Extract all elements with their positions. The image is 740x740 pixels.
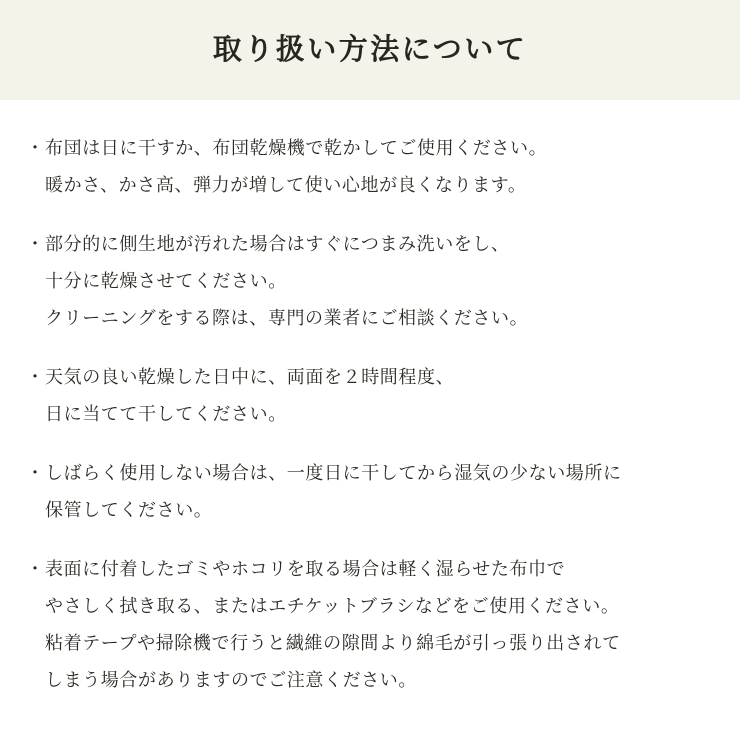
list-item-text	[45, 130, 714, 204]
instructions-list	[0, 100, 740, 699]
list-item	[26, 551, 714, 699]
text-line: 日に当てて干してください。	[45, 404, 287, 424]
list-item	[26, 226, 714, 337]
list-item	[26, 359, 714, 433]
text-line: しばらく使用しない場合は、一度日に干してから湿気の少ない場所に	[45, 463, 622, 483]
bullet-icon: ・	[26, 138, 44, 158]
bullet-icon: ・	[26, 559, 44, 579]
bullet-icon: ・	[26, 234, 44, 254]
page-header	[0, 0, 740, 100]
page-title: 取り扱い方法について	[212, 33, 528, 66]
list-item	[26, 130, 714, 204]
text-line: 布団は日に干すか、布団乾燥機で乾かしてご使用ください。	[45, 138, 548, 158]
text-line: 暖かさ、かさ高、弾力が増して使い心地が良くなります。	[45, 175, 527, 195]
text-line: 十分に乾燥させてください。	[45, 271, 287, 291]
list-item-text	[45, 226, 714, 337]
bullet-icon: ・	[26, 367, 44, 387]
text-line: クリーニングをする際は、専門の業者にご相談ください。	[45, 308, 529, 328]
text-line: 部分的に側生地が汚れた場合はすぐにつまみ洗いをし、	[45, 234, 510, 254]
text-line: やさしく拭き取る、またはエチケットブラシなどをご使用ください。	[45, 596, 620, 616]
text-line: しまう場合がありますのでご注意ください。	[45, 670, 417, 690]
bullet-icon: ・	[26, 463, 44, 483]
text-line: 保管してください。	[45, 500, 213, 520]
text-line: 天気の良い乾燥した日中に、両面を２時間程度、	[45, 367, 455, 387]
list-item-text	[45, 551, 714, 699]
list-item-text	[45, 359, 714, 433]
text-line: 粘着テープや掃除機で行うと繊維の隙間より綿毛が引っ張り出されて	[45, 633, 621, 653]
list-item	[26, 455, 714, 529]
text-line: 表面に付着したゴミやホコリを取る場合は軽く湿らせた布巾で	[45, 559, 566, 579]
list-item-text	[45, 455, 714, 529]
